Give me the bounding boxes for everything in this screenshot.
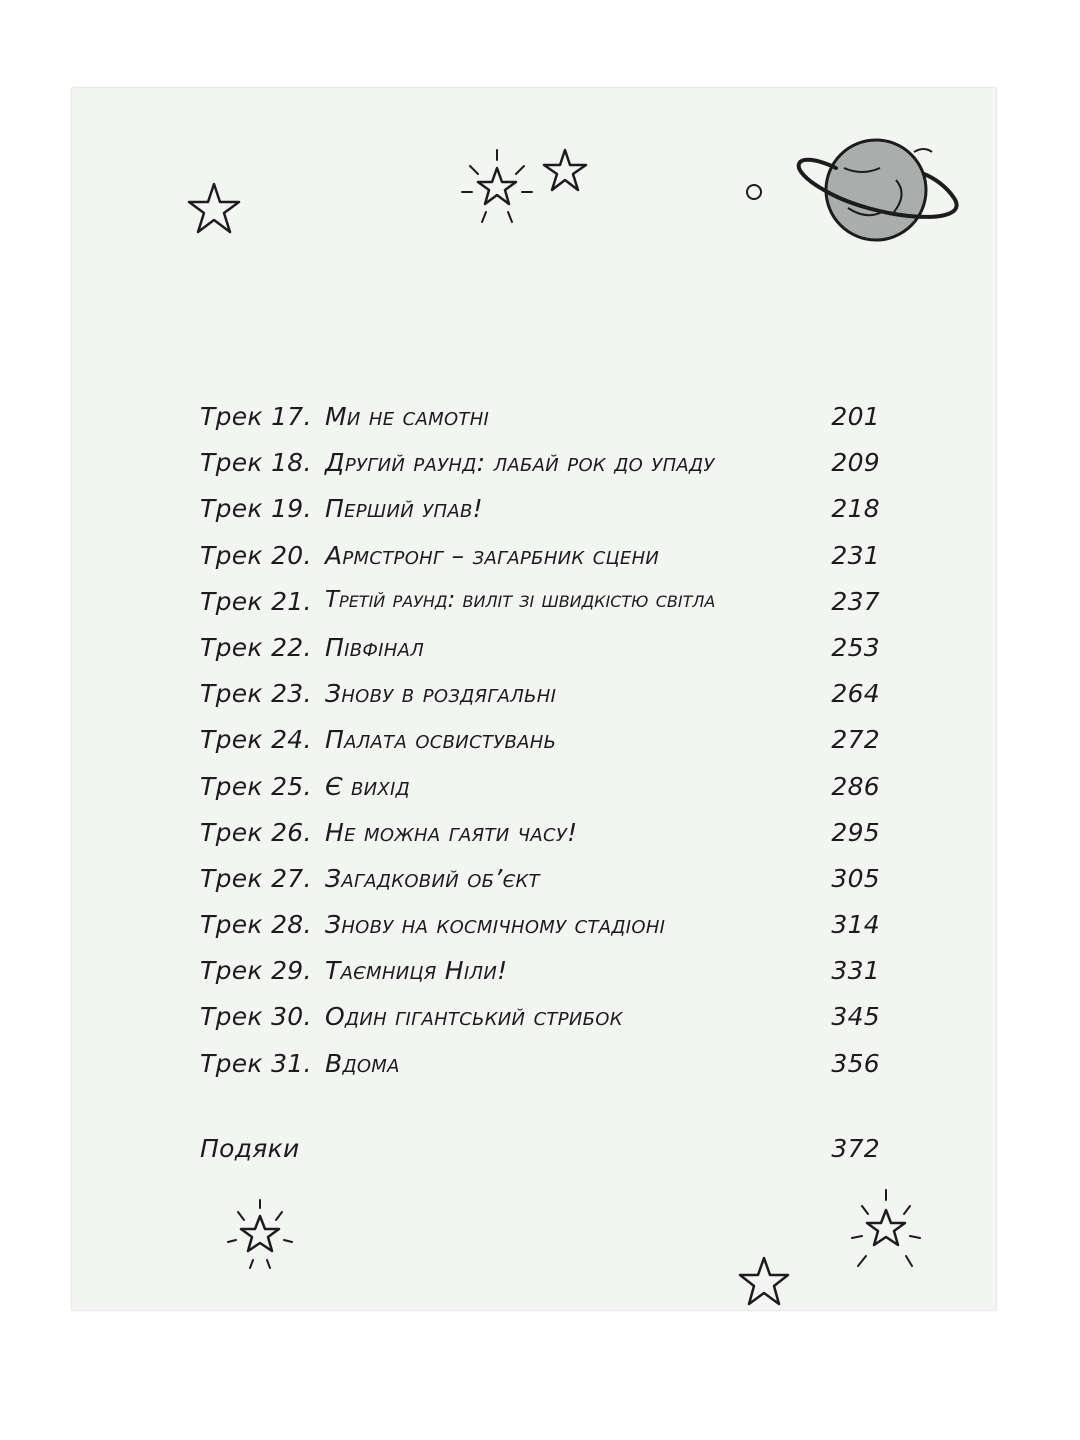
toc-entry[interactable]	[200, 766, 880, 812]
chapter-title: Армстронг – загарбник сцени	[325, 540, 660, 570]
chapter-title: Півфінал	[325, 632, 425, 662]
toc-entry[interactable]	[200, 627, 880, 673]
star-icon	[540, 146, 590, 196]
star-icon	[736, 1254, 792, 1310]
chapter-title: Не можна гаяти часу!	[325, 817, 578, 847]
book-page	[72, 88, 996, 1310]
page-number: 314	[831, 910, 880, 940]
page-number: 356	[831, 1048, 880, 1078]
page-number: 201	[831, 402, 880, 431]
chapter-title: Є вихід	[325, 771, 411, 801]
track-number: Трек 17.	[200, 402, 312, 431]
star-icon	[184, 178, 244, 238]
sparkle-star-icon	[846, 1184, 926, 1274]
chapter-title: Знову на космічному стадіоні	[325, 910, 666, 940]
bleed-through-text	[412, 208, 436, 282]
toc-entry[interactable]	[200, 950, 880, 996]
track-number: Трек 20.	[200, 540, 312, 570]
page-number: 286	[831, 771, 880, 801]
track-number: Трек 21.	[200, 586, 312, 616]
chapter-title: Вдома	[325, 1048, 400, 1078]
chapter-title: Загадковий об’єкт	[325, 863, 540, 893]
toc-entry[interactable]	[200, 1043, 880, 1089]
sparkle-star-icon	[220, 1196, 300, 1276]
toc-entry[interactable]	[200, 396, 880, 442]
chapter-title: Перший упав!	[325, 494, 483, 524]
toc-entry[interactable]	[200, 812, 880, 858]
track-number: Трек 29.	[200, 956, 312, 986]
acknowledgements-label: Подяки	[200, 1134, 300, 1163]
track-number: Трек 22.	[200, 632, 312, 662]
track-number: Трек 30.	[200, 1002, 312, 1032]
page-number: 237	[831, 586, 880, 616]
page-number: 218	[831, 494, 880, 524]
toc-entry[interactable]	[200, 904, 880, 950]
track-number: Трек 31.	[200, 1048, 312, 1078]
toc-entry[interactable]	[200, 719, 880, 765]
track-number: Трек 19.	[200, 494, 312, 524]
chapter-title: Палата освистувань	[325, 725, 557, 755]
page-number: 272	[831, 725, 880, 755]
chapter-title: Таємниця Ніли!	[325, 956, 508, 986]
toc-entry[interactable]	[200, 535, 880, 581]
track-number: Трек 25.	[200, 771, 312, 801]
moon-circle-icon	[742, 180, 766, 204]
chapter-title: Другий раунд: лабай рок до упаду	[325, 448, 715, 478]
page-number: 372	[831, 1134, 880, 1163]
toc-entry[interactable]	[200, 858, 880, 904]
page-number: 209	[831, 448, 880, 478]
page-number: 264	[831, 679, 880, 709]
page-number: 305	[831, 863, 880, 893]
track-number: Трек 26.	[200, 817, 312, 847]
track-number: Трек 27.	[200, 863, 312, 893]
page-number: 295	[831, 817, 880, 847]
track-number: Трек 23.	[200, 679, 312, 709]
toc-entry[interactable]	[200, 488, 880, 534]
track-number: Трек 24.	[200, 725, 312, 755]
page-number: 345	[831, 1002, 880, 1032]
track-number: Трек 28.	[200, 910, 312, 940]
page-number: 331	[831, 956, 880, 986]
toc-entry[interactable]	[200, 996, 880, 1042]
toc-entry[interactable]	[200, 581, 880, 627]
table-of-contents	[200, 396, 880, 1089]
page-number: 231	[831, 540, 880, 570]
chapter-title: Третій раунд: виліт зі швидкістю світла	[325, 586, 716, 613]
page-number: 253	[831, 632, 880, 662]
chapter-title: Один гігантський стрибок	[325, 1002, 623, 1032]
toc-entry[interactable]	[200, 442, 880, 488]
chapter-title: Знову в роздягальні	[325, 679, 557, 709]
toc-entry[interactable]	[200, 673, 880, 719]
toc-entry-acknowledgements[interactable]	[200, 1128, 880, 1174]
track-number: Трек 18.	[200, 448, 312, 478]
planet-icon	[784, 128, 974, 248]
sparkle-star-icon	[452, 144, 542, 234]
chapter-title: Ми не самотні	[325, 402, 490, 431]
